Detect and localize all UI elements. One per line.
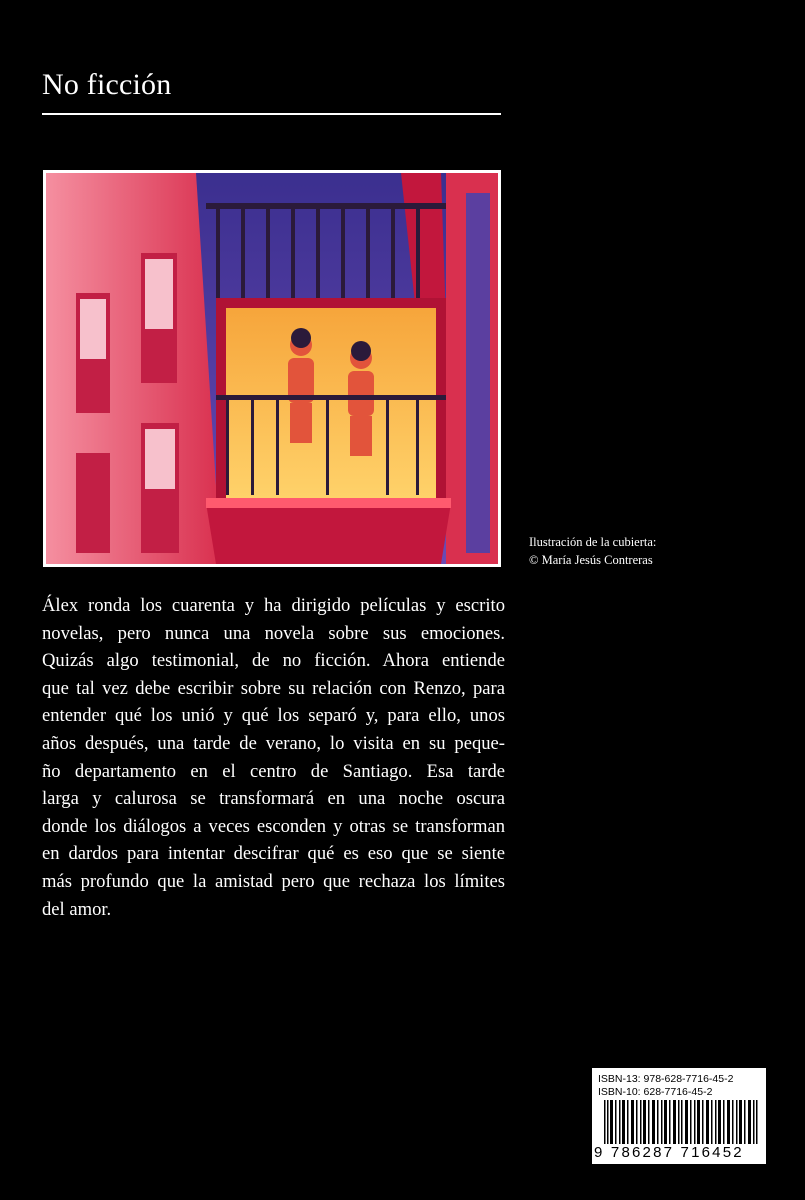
synopsis-line: Quizás algo testimonial, de no ficción. Ahora entiende [42,650,505,672]
synopsis-line: en dardos para intentar descifrar qué es eso que se siente [42,843,505,865]
synopsis-line: del amor. [42,898,112,920]
title-divider [42,113,501,115]
cover-illustration [43,170,501,567]
synopsis-line: que tal vez debe escribir sobre su relación con Renzo, para [42,677,505,699]
synopsis-text [42,592,505,923]
collection-title: No ficción [42,68,172,101]
balcony-illustration [46,173,498,564]
synopsis-line: donde los diálogos a veces esconden y otras se transforman [42,815,505,837]
isbn-barcode-panel [592,1068,766,1164]
isbn10-label: ISBN-10: 628-7716-45-2 [598,1086,713,1098]
synopsis-line: más profundo que la amistad pero que rechaza los límites [42,870,505,892]
credit-artist: © María Jesús Contreras [529,553,653,567]
synopsis-line: larga y calurosa se transformará en una noche oscura [42,788,505,810]
isbn13-label: ISBN-13: 978-628-7716-45-2 [598,1073,734,1085]
synopsis-line: entender qué los unió y qué los separó y, para ello, unos [42,705,505,727]
credit-label: Ilustración de la cubierta: [529,535,657,549]
synopsis-line: ño departamento en el centro de Santiago. Esa tarde [42,760,505,782]
synopsis-line: Álex ronda los cuarenta y ha dirigido películas y escrito [42,595,505,616]
synopsis-line: novelas, pero nunca una novela sobre sus emociones. [42,622,505,644]
illustration-credit [529,533,656,569]
barcode-bars [596,1100,762,1150]
barcode-digits: 9 786287 716452 [594,1144,764,1161]
synopsis-line: años después, una tarde de verano, lo visita en su peque- [42,732,505,754]
